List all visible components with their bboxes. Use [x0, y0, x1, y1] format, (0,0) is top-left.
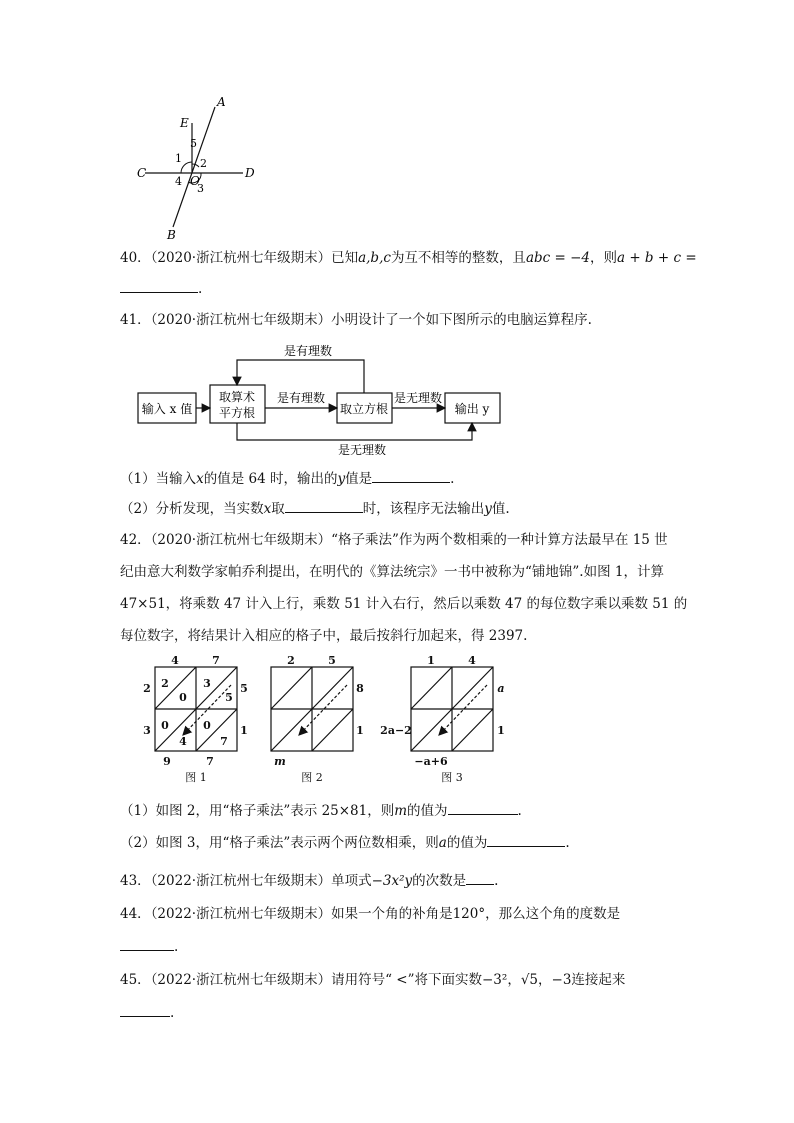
fig1-cell: 4 — [179, 735, 187, 748]
cbrt-text: 取立方根 — [339, 402, 389, 416]
q43-line: 43．（2022·浙江杭州七年级期末）单项式−3x²y的次数是 . — [120, 870, 498, 891]
fig3-top2: 4 — [468, 655, 476, 667]
answer-blank[interactable] — [285, 498, 363, 513]
fig1-cell: 5 — [225, 691, 233, 704]
fig2-top1: 2 — [287, 655, 295, 667]
answer-blank[interactable] — [120, 278, 198, 293]
fig2-right2: 1 — [356, 724, 364, 737]
fig1-cell: 3 — [203, 677, 211, 690]
q42-line1: 42．（2020·浙江杭州七年级期末）“格子乘法”作为两个数相乘的一种计算方法最早在 15 世 — [120, 532, 668, 548]
answer-blank[interactable] — [120, 936, 174, 951]
fig3-right1: a — [497, 682, 505, 695]
label-a: A — [217, 95, 226, 109]
fig2-right1: 8 — [356, 682, 364, 695]
answer-blank[interactable] — [466, 870, 494, 885]
fig3-right2: 1 — [497, 724, 505, 737]
fig1-bottom1: 9 — [163, 755, 171, 768]
fig1-left2: 3 — [143, 724, 151, 737]
fig1-caption: 图 1 — [185, 771, 207, 784]
label-irrational-mid: 是无理数 — [393, 391, 443, 405]
label-rational-mid: 是有理数 — [276, 391, 326, 405]
fig1-bottom2: 7 — [206, 755, 214, 768]
label-1: 1 — [175, 152, 182, 165]
q42-line4: 每位数字，将结果计入相应的格子中，最后按斜行加起来，得 2397. — [120, 628, 528, 644]
q40-answer: . — [120, 278, 202, 299]
q42-part1: （1）如图 2，用“格子乘法”表示 25×81，则m的值为 . — [120, 800, 522, 821]
label-d: D — [245, 166, 255, 180]
answer-blank[interactable] — [120, 1002, 170, 1017]
fig3 — [411, 667, 493, 751]
answer-blank[interactable] — [372, 468, 450, 483]
fig1-cell: 7 — [220, 735, 228, 748]
q45-line: 45．（2022·浙江杭州七年级期末）请用符号“ <”将下面实数−3²，√5，−3连接起来 — [120, 972, 626, 988]
sqrt-text-1: 取算术 — [218, 390, 256, 404]
label-5: 5 — [190, 137, 197, 150]
fig1-cell: 2 — [161, 677, 169, 690]
angle-arc — [192, 164, 199, 167]
fig3-caption: 图 3 — [441, 771, 463, 784]
sqrt-text-2: 平方根 — [218, 406, 256, 420]
lattice-figures — [135, 655, 515, 785]
q44-line: 44．（2022·浙江杭州七年级期末）如果一个角的补角是120°，那么这个角的度数是 — [120, 906, 621, 922]
fig1-top1: 4 — [171, 655, 179, 667]
fig3-top1: 1 — [427, 655, 435, 667]
answer-blank[interactable] — [487, 832, 565, 847]
label-o: O — [190, 174, 200, 188]
fig2-bottom: m — [274, 755, 286, 768]
loop-arrow — [237, 360, 364, 393]
answer-blank[interactable] — [448, 800, 518, 815]
fig1-cell: 0 — [161, 719, 169, 732]
q41-part2: （2）分析发现，当实数x取 时，该程序无法输出y值. — [120, 498, 510, 519]
label-rational-top: 是有理数 — [283, 344, 333, 358]
fig3-bottom: −a+6 — [414, 755, 448, 768]
label-2: 2 — [200, 157, 207, 170]
q42-part2: （2）如图 3，用“格子乘法”表示两个两位数相乘，则a的值为 . — [120, 832, 570, 853]
fig1-right2: 1 — [240, 724, 248, 737]
fig1-top2: 7 — [212, 655, 220, 667]
bottom-arrow — [237, 423, 472, 440]
label-c: C — [137, 166, 147, 180]
fig1-right1: 5 — [240, 682, 248, 695]
fig3-left: 2a−2 — [380, 724, 412, 737]
fig1-left1: 2 — [143, 682, 151, 695]
label-b: B — [167, 228, 176, 240]
q41-line: 41．（2020·浙江杭州七年级期末）小明设计了一个如下图所示的电脑运算程序. — [120, 312, 592, 328]
label-e: E — [180, 116, 189, 130]
q41-part1: （1）当输入x的值是 64 时，输出的y值是 . — [120, 468, 454, 489]
label-4: 4 — [175, 175, 182, 188]
q42-line2: 纪由意大利数学家帕乔利提出，在明代的《算法统宗》一书中被称为“铺地锦”.如图 1，计算 — [120, 564, 664, 580]
angle-arc — [181, 162, 192, 173]
fig1-cell: 0 — [179, 691, 187, 704]
fig1-cell: 0 — [203, 719, 211, 732]
q42-line3: 47×51，将乘数 47 计入上行，乘数 51 计入右行，然后以乘数 47 的每位数字乘以乘数 51 的 — [120, 596, 688, 612]
output-text: 输出 y — [454, 402, 490, 416]
label-irrational-bottom: 是无理数 — [337, 443, 387, 455]
q40-line: 40．（2020·浙江杭州七年级期末）已知a,b,c为互不相等的整数，且abc = −4，则a + b + c = — [120, 250, 697, 266]
angle-figure — [135, 95, 265, 240]
input-text: 输入 x 值 — [141, 402, 193, 416]
fig2 — [271, 667, 353, 751]
fig2-caption: 图 2 — [301, 771, 323, 784]
q45-answer: . — [120, 1002, 174, 1023]
flowchart — [130, 340, 510, 455]
fig2-top2: 5 — [328, 655, 336, 667]
label-3: 3 — [197, 182, 204, 195]
q44-answer: . — [120, 936, 178, 957]
